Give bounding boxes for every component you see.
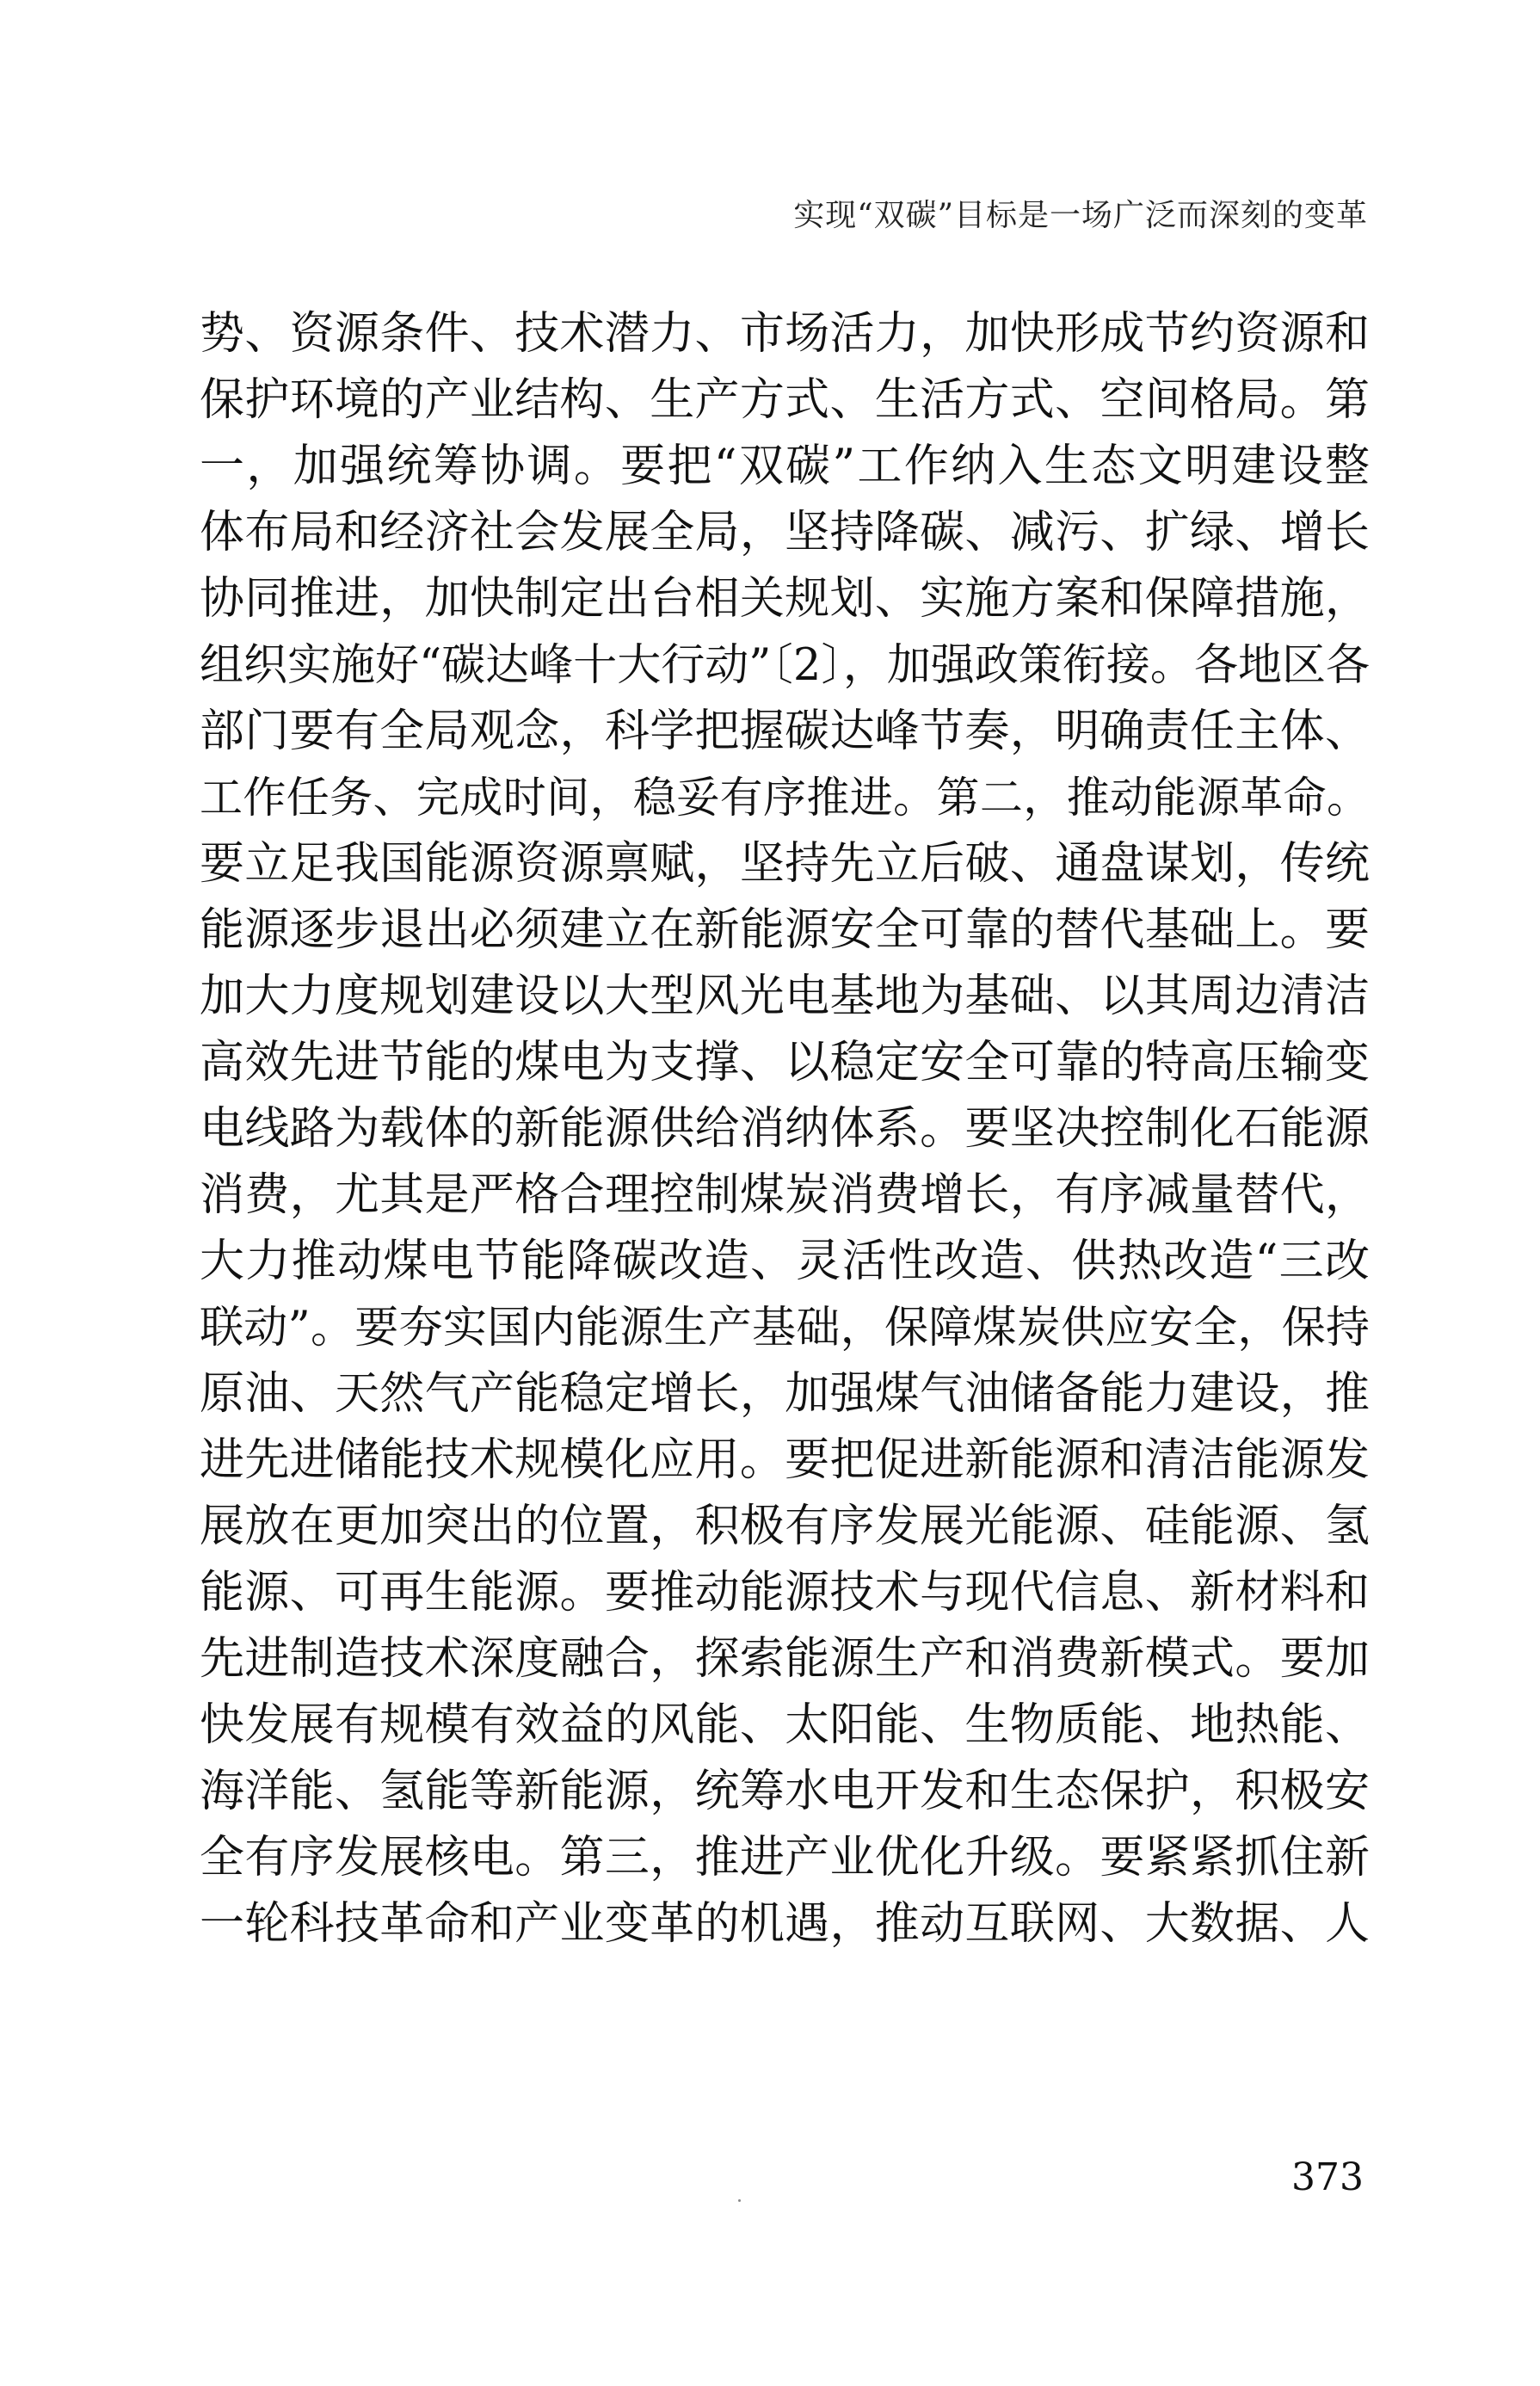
page-number: 373 — [1291, 2155, 1364, 2199]
text-line: 先进制造技术深度融合，探索能源生产和消费新模式。要加 — [200, 1633, 1370, 1685]
text-line: 进先进储能技术规模化应用。要把促进新能源和清洁能源发 — [200, 1434, 1370, 1486]
text-line: 一，加强统筹协调。要把“双碳”工作纳入生态文明建设整 — [200, 441, 1370, 492]
text-line: 体布局和经济社会发展全局，坚持降碳、减污、扩绿、增长 — [200, 507, 1370, 558]
body-text — [200, 301, 1370, 1958]
text-line: 能源逐步退出必须建立在新能源安全可靠的替代基础上。要 — [200, 904, 1370, 956]
text-line: 工作任务、完成时间，稳妥有序推进。第二，推动能源革命。 — [200, 773, 1370, 823]
text-line: 部门要有全局观念，科学把握碳达峰节奏，明确责任主体、 — [200, 706, 1370, 757]
text-line: 一轮科技革命和产业变革的机遇，推动互联网、大数据、人 — [200, 1898, 1370, 1950]
text-line: 展放在更加突出的位置，积极有序发展光能源、硅能源、氢 — [200, 1501, 1370, 1552]
text-line: 加大力度规划建设以大型风光电基地为基础、以其周边清洁 — [200, 971, 1370, 1022]
text-line: 消费，尤其是严格合理控制煤炭消费增长，有序减量替代， — [200, 1169, 1370, 1221]
text-line: 联动”。要夯实国内能源生产基础，保障煤炭供应安全，保持 — [200, 1303, 1370, 1353]
text-line: 能源、可再生能源。要推动能源技术与现代信息、新材料和 — [200, 1567, 1370, 1618]
running-header: 实现“双碳”目标是一场广泛而深刻的变革 — [793, 198, 1368, 233]
text-line: 快发展有规模有效益的风能、太阳能、生物质能、地热能、 — [200, 1699, 1370, 1751]
text-line: 海洋能、氢能等新能源，统筹水电开发和生态保护，积极安 — [200, 1766, 1370, 1817]
text-line: 高效先进节能的煤电为支撑、以稳定安全可靠的特高压输变 — [200, 1037, 1370, 1088]
text-line: 要立足我国能源资源禀赋，坚持先立后破、通盘谋划，传统 — [200, 838, 1370, 890]
scan-speck — [738, 2199, 741, 2202]
text-line: 组织实施好“碳达峰十大行动”〔2〕，加强政策衔接。各地区各 — [200, 640, 1370, 691]
text-line: 电线路为载体的新能源供给消纳体系。要坚决控制化石能源 — [200, 1103, 1370, 1155]
text-line: 大力推动煤电节能降碳改造、灵活性改造、供热改造“三改 — [200, 1236, 1370, 1287]
text-line: 原油、天然气产能稳定增长，加强煤气油储备能力建设，推 — [200, 1368, 1370, 1420]
text-line: 全有序发展核电。第三，推进产业优化升级。要紧紧抓住新 — [200, 1832, 1370, 1884]
text-line: 势、资源条件、技术潜力、市场活力，加快形成节约资源和 — [200, 308, 1370, 360]
text-line: 保护环境的产业结构、生产方式、生活方式、空间格局。第 — [200, 374, 1370, 426]
text-line: 协同推进，加快制定出台相关规划、实施方案和保障措施， — [200, 573, 1370, 625]
